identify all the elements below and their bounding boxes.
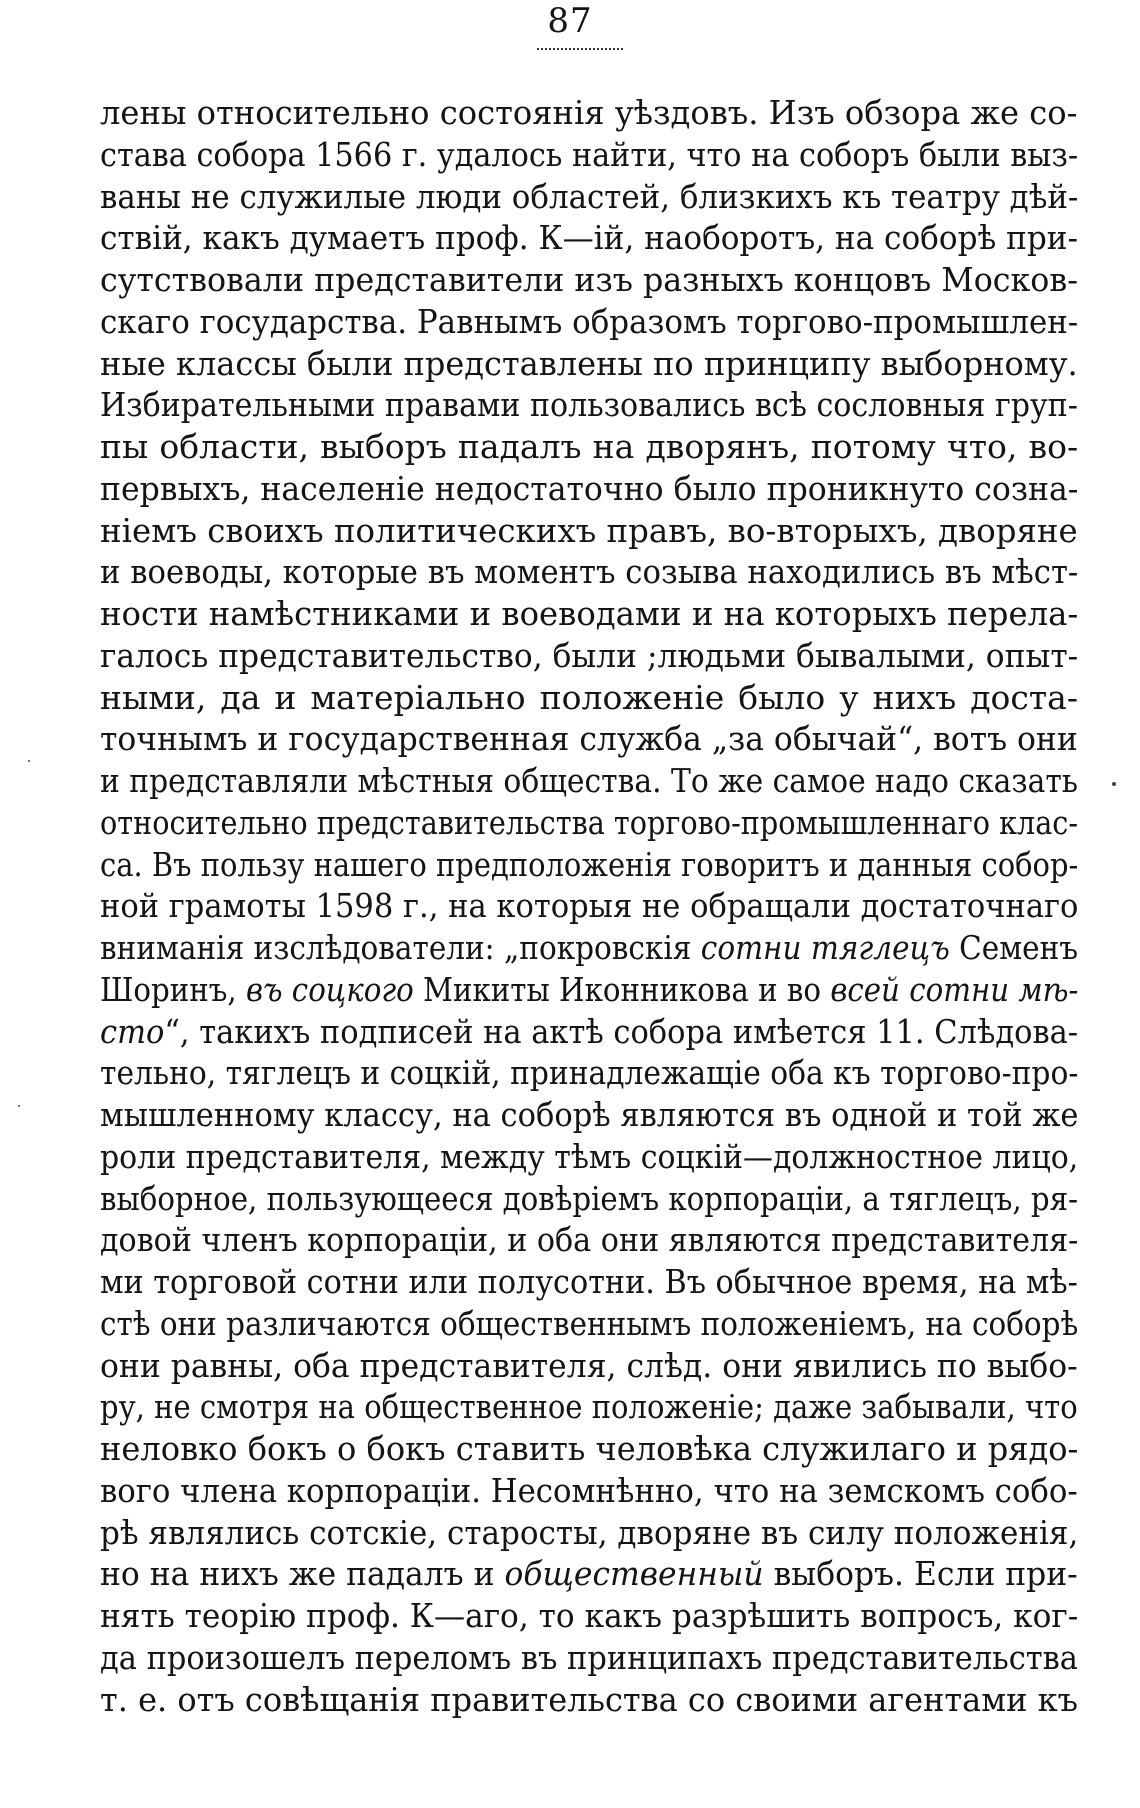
text-line	[100, 1345, 1078, 1387]
text-line	[100, 885, 1078, 927]
text-run: Избирательными правами пользовались всѣ сословныя груп-	[100, 385, 1078, 425]
text-run: ной грамоты 1598 г., на которыя не обращали достаточнаго	[100, 886, 1079, 926]
page-number-rule	[537, 48, 623, 50]
text-line	[100, 1553, 1078, 1595]
text-run: но на нихъ же падалъ и	[100, 1554, 505, 1594]
text-run: ру, не смотря на общественное положеніе; даже забывали, что	[100, 1387, 1078, 1427]
italic-run: въ соцкого	[245, 969, 414, 1009]
text-run: рѣ являлись сотскіе, старосты, дворяне въ силу положенія,	[100, 1512, 1079, 1552]
text-run: нять теорію проф. К—аго, то какъ разрѣшить вопросъ, ког-	[100, 1596, 1078, 1635]
text-line	[100, 176, 1078, 218]
text-run: довой членъ корпораціи, и оба они являются представителя-	[100, 1220, 1079, 1260]
italic-run: сто	[100, 1011, 165, 1051]
text-run: са. Въ пользу нашего предположенія говоритъ и данныя собор-	[100, 844, 1078, 884]
text-line	[100, 468, 1078, 510]
text-line	[100, 1470, 1078, 1512]
text-line	[100, 802, 1078, 844]
text-line	[100, 1595, 1078, 1637]
text-run: Семенъ	[949, 928, 1079, 967]
text-run: става собора 1566 г. удалось найти, что на соборъ были выз-	[100, 134, 1078, 174]
text-run: Шоринъ,	[100, 969, 246, 1009]
text-line	[100, 635, 1078, 677]
text-line	[100, 1011, 1078, 1053]
scan-speck	[18, 1105, 20, 1107]
text-line	[100, 969, 1078, 1011]
text-line	[100, 134, 1078, 176]
text-run: первыхъ, населеніе недостаточно было проникнуто созна-	[100, 468, 1078, 508]
text-run: выборъ. Если при-	[763, 1554, 1078, 1594]
text-run: выборное, пользующееся довѣріемъ корпораціи, а тяглецъ, ря-	[100, 1178, 1078, 1218]
text-line	[100, 927, 1078, 969]
text-run: Микиты Иконникова и во	[413, 969, 831, 1009]
text-line	[100, 593, 1078, 635]
text-line	[100, 760, 1078, 802]
text-line	[100, 343, 1078, 385]
body-text	[100, 92, 1078, 1720]
text-line	[100, 301, 1078, 343]
text-run: точнымъ и государственная служба „за обычай“, вотъ они	[100, 719, 1078, 759]
text-run: ствій, какъ думаетъ проф. К—ій, наоборотъ, на соборѣ при-	[100, 218, 1079, 258]
text-line	[100, 1094, 1078, 1136]
text-line	[100, 1428, 1078, 1470]
text-run: т. е. отъ совѣщанія правительства со своими агентами къ	[100, 1679, 1078, 1719]
text-run: “, такихъ подписей на актѣ собора имѣется 11. Слѣдова-	[164, 1011, 1078, 1051]
scan-speck	[28, 760, 30, 762]
text-run: галось представительство, были ;людьми бывалыми, опыт-	[100, 635, 1079, 675]
text-run: ными, да и матеріально положеніе было у нихъ доста-	[100, 677, 1078, 717]
scan-speck	[1112, 782, 1116, 786]
text-line	[100, 1386, 1078, 1428]
text-run: скаго государства. Равнымъ образомъ торгово-промышлен-	[100, 301, 1079, 341]
text-run: роли представителя, между тѣмъ соцкій—должностное лицо,	[100, 1136, 1078, 1176]
text-line	[100, 844, 1078, 886]
text-run: неловко бокъ о бокъ ставить человѣка служилаго и рядо-	[100, 1429, 1079, 1468]
text-run: ваны не служилые люди областей, близкихъ къ театру дѣй-	[100, 176, 1079, 216]
text-line	[100, 1679, 1078, 1721]
text-line	[100, 718, 1078, 760]
text-run: сутствовали представители изъ разныхъ концовъ Москов-	[100, 260, 1078, 299]
text-line	[100, 1261, 1078, 1303]
text-run: они равны, оба представителя, слѣд. они явились по выбо-	[100, 1345, 1078, 1385]
text-run: да произошелъ переломъ въ принципахъ представительства	[100, 1637, 1078, 1677]
text-run: и представляли мѣстныя общества. То же самое надо сказать	[100, 761, 1078, 800]
italic-run: сотни тяглецъ	[700, 928, 950, 967]
text-run: тельно, тяглецъ и соцкій, принадлежащіе оба къ торгово-про-	[100, 1053, 1079, 1093]
italic-run: всей сотни мѣ-	[830, 969, 1079, 1009]
text-run: и воеводы, которые въ моментъ созыва находились въ мѣст-	[100, 552, 1079, 592]
text-line	[100, 217, 1078, 259]
text-run: ные классы были представлены по принципу выборному.	[100, 343, 1078, 383]
text-line	[100, 384, 1078, 426]
text-line	[100, 677, 1078, 719]
text-run: ми торговой сотни или полусотни. Въ обычное время, на мѣ-	[100, 1262, 1078, 1301]
text-line	[100, 1052, 1078, 1094]
text-line	[100, 510, 1078, 552]
text-run: мышленному классу, на соборѣ являются въ одной и той же	[100, 1095, 1079, 1134]
text-run: вниманія изслѣдователи: „покровскія	[100, 928, 701, 967]
text-run: ніемъ своихъ политическихъ правъ, во-вторыхъ, дворяне	[100, 510, 1078, 550]
text-run: стѣ они различаются общественнымъ положеніемъ, на соборѣ	[100, 1303, 1078, 1343]
text-line	[100, 1637, 1078, 1679]
text-line	[100, 1136, 1078, 1178]
text-run: вого члена корпораціи. Несомнѣнно, что на земскомъ собо-	[100, 1470, 1078, 1510]
text-line	[100, 1178, 1078, 1220]
italic-run: общественный	[504, 1554, 764, 1594]
page-number: 87	[547, 1, 593, 41]
text-run: пы области, выборъ падалъ на дворянъ, потому что, во-	[100, 427, 1078, 466]
text-run: ности намѣстниками и воеводами и на которыхъ перела-	[100, 594, 1079, 633]
text-line	[100, 92, 1078, 134]
text-line	[100, 259, 1078, 301]
text-line	[100, 551, 1078, 593]
text-line	[100, 1512, 1078, 1554]
text-line	[100, 426, 1078, 468]
text-line	[100, 1219, 1078, 1261]
text-run: относительно представительства торгово-промышленнаго клас-	[100, 802, 1079, 842]
text-line	[100, 1303, 1078, 1345]
text-run: лены относительно состоянія уѣздовъ. Изъ обзора же со-	[100, 93, 1078, 132]
